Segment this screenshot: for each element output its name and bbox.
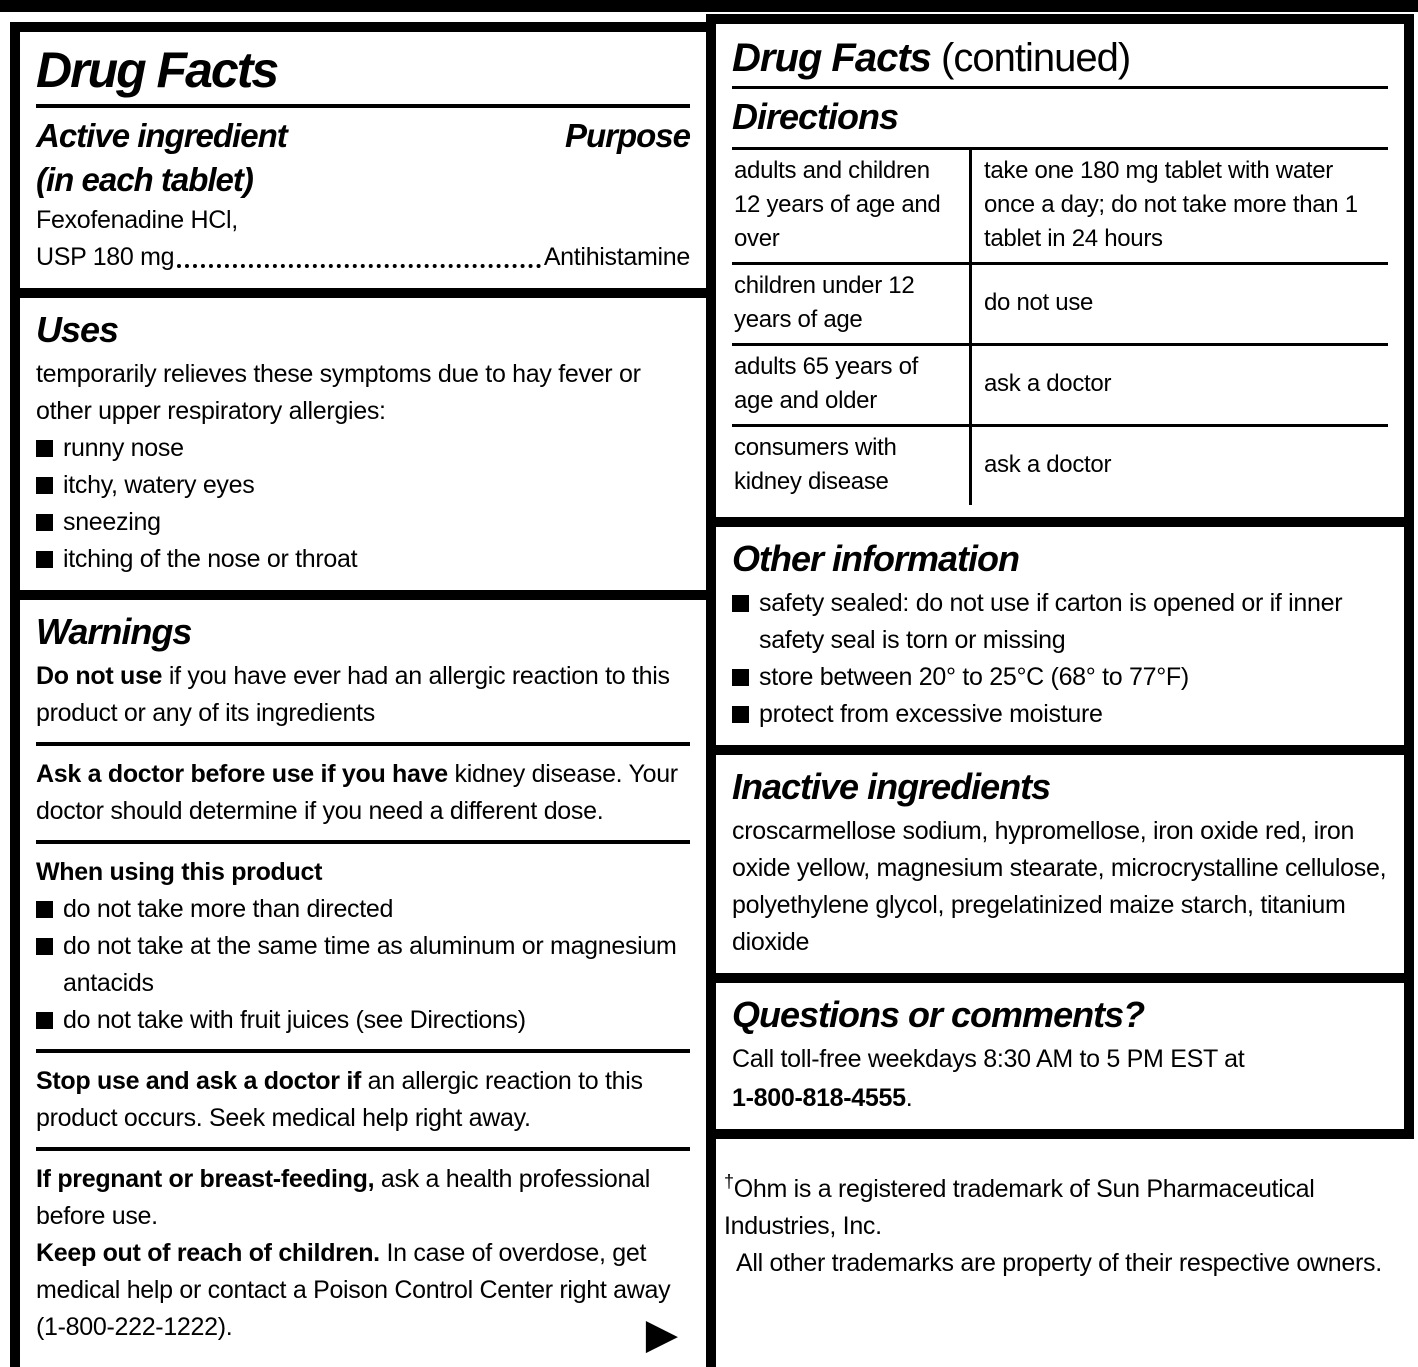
table-row — [732, 427, 1388, 505]
right-panel — [706, 14, 1414, 1282]
other-information-heading: Other information — [732, 538, 1019, 579]
drug-facts-continued-title-suffix: (continued) — [930, 36, 1131, 80]
square-bullet-icon — [36, 938, 53, 955]
when-using-bullet-list — [36, 891, 690, 1039]
ingredient-dose-row — [36, 239, 690, 276]
directions-table — [732, 147, 1388, 505]
square-bullet-icon — [36, 551, 53, 568]
square-bullet-icon — [732, 669, 749, 686]
other-information-bullet-list — [732, 585, 1388, 733]
uses-intro: temporarily relieves these symptoms due to hay fever or other upper respiratory allergies: — [36, 360, 641, 425]
warnings-divider — [36, 1147, 690, 1151]
questions-body: Call toll-free weekdays 8:30 AM to 5 PM EST at — [732, 1045, 1245, 1073]
bullet-item — [36, 891, 690, 928]
dagger-icon: † — [724, 1171, 734, 1192]
other-information-section — [706, 517, 1414, 755]
active-ingredient-heading-line2: (in each tablet) — [36, 161, 253, 198]
title-rule — [36, 104, 690, 108]
table-row — [732, 150, 1388, 265]
do-not-use-rest: if you have ever had an allergic reaction to this product or any of its ingredients — [36, 662, 670, 727]
cell-who: consumers with kidney disease — [732, 427, 972, 505]
ask-doctor-rest: kidney disease. Your doctor should determine if you need a different dose. — [36, 760, 678, 825]
ingredient-name: Fexofenadine HCl, — [36, 206, 238, 234]
cell-dose: take one 180 mg tablet with water once a day; do not take more than 1 tablet in 24 hours — [984, 157, 1358, 252]
square-bullet-icon — [36, 901, 53, 918]
bullet-item — [732, 659, 1388, 696]
inactive-ingredients-section — [706, 745, 1414, 983]
cell-dose: ask a doctor — [984, 370, 1112, 397]
continued-arrow-icon: ▶ — [645, 1310, 678, 1357]
questions-heading: Questions or comments? — [732, 994, 1145, 1035]
footnote-line2-text: All other trademarks are property of their respective owners. — [736, 1249, 1382, 1277]
label-columns — [0, 12, 1418, 1367]
warnings-divider — [36, 742, 690, 746]
square-bullet-icon — [732, 595, 749, 612]
stop-use-lead: Stop use and ask a doctor if — [36, 1067, 361, 1095]
pregnant-paragraph — [36, 1161, 690, 1235]
bullet-text: safety sealed: do not use if carton is opened or if inner safety seal is torn or missing — [759, 589, 1343, 654]
stop-use-rest: an allergic reaction to this product occurs. Seek medical help right away. — [36, 1067, 643, 1132]
directions-section — [706, 14, 1414, 527]
uses-bullet-list — [36, 430, 690, 578]
warnings-heading: Warnings — [36, 611, 192, 652]
when-using-heading: When using this product — [36, 858, 323, 886]
cell-dose: do not use — [984, 289, 1094, 316]
purpose-heading: Purpose — [564, 117, 690, 154]
bullet-item — [36, 541, 690, 578]
directions-heading: Directions — [732, 96, 899, 137]
uses-section — [10, 288, 716, 600]
inactive-ingredients-heading: Inactive ingredients — [732, 766, 1051, 807]
title-section — [10, 22, 716, 298]
square-bullet-icon — [36, 477, 53, 494]
footnote-line — [724, 1171, 1406, 1245]
warnings-divider — [36, 840, 690, 844]
cell-dose: ask a doctor — [984, 451, 1112, 478]
do-not-use-paragraph — [36, 658, 690, 732]
continued-title-rule — [732, 86, 1388, 89]
phone-number: 1-800-818-4555 — [732, 1084, 906, 1112]
drug-facts-continued-title-main: Drug Facts — [732, 36, 931, 80]
active-ingredient-heading: Active ingredient — [36, 117, 287, 154]
drug-facts-continued-title — [732, 32, 1388, 84]
do-not-use-lead: Do not use — [36, 662, 163, 690]
drug-facts-title: Drug Facts — [36, 42, 278, 98]
square-bullet-icon — [36, 514, 53, 531]
pregnant-rest: ask a health professional before use. — [36, 1165, 650, 1230]
cell-who: children under 12 years of age — [732, 265, 972, 343]
bullet-text: protect from excessive moisture — [759, 700, 1103, 728]
bullet-text: sneezing — [63, 508, 161, 536]
keep-out-paragraph — [36, 1235, 690, 1346]
left-panel — [10, 22, 716, 1367]
ask-doctor-lead: Ask a doctor before use if you have — [36, 760, 448, 788]
footnote — [706, 1171, 1414, 1282]
pregnant-lead: If pregnant or breast-feeding, — [36, 1165, 375, 1193]
bullet-text: itchy, watery eyes — [63, 471, 255, 499]
bullet-text: do not take more than directed — [63, 895, 394, 923]
table-row — [732, 346, 1388, 427]
dot-leader — [177, 264, 541, 268]
bullet-text: do not take at the same time as aluminum or magnesium antacids — [63, 932, 677, 997]
bullet-item — [36, 1002, 690, 1039]
bullet-item — [36, 430, 690, 467]
phone-suffix: . — [905, 1084, 913, 1112]
footnote-line — [724, 1245, 1406, 1282]
table-row — [732, 265, 1388, 346]
keep-out-lead: Keep out of reach of children. — [36, 1239, 380, 1267]
square-bullet-icon — [732, 706, 749, 723]
warnings-divider — [36, 1049, 690, 1053]
bullet-item — [36, 504, 690, 541]
questions-section — [706, 973, 1414, 1139]
ask-doctor-paragraph — [36, 756, 690, 830]
bullet-item — [36, 928, 690, 1002]
ingredient-dose: USP 180 mg — [36, 243, 175, 271]
bullet-item — [732, 696, 1388, 733]
cell-who: adults 65 years of age and older — [732, 346, 972, 424]
bullet-item — [36, 467, 690, 504]
footnote-line1-text: Ohm is a registered trademark of Sun Pharmaceutical Industries, Inc. — [724, 1175, 1315, 1240]
bullet-text: itching of the nose or throat — [63, 545, 358, 573]
bullet-item — [732, 585, 1388, 659]
purpose-value: Antihistamine — [543, 243, 690, 271]
square-bullet-icon — [36, 440, 53, 457]
bullet-text: do not take with fruit juices (see Directions) — [63, 1006, 526, 1034]
warnings-section — [10, 590, 716, 1367]
questions-phone-line — [732, 1080, 1388, 1117]
stop-use-paragraph — [36, 1063, 690, 1137]
top-edge-strip — [0, 0, 1418, 12]
bullet-text: store between 20° to 25°C (68° to 77°F) — [759, 663, 1189, 691]
cell-who: adults and children 12 years of age and over — [732, 150, 972, 262]
uses-heading: Uses — [36, 309, 119, 350]
keep-out-rest: In case of overdose, get medical help or contact a Poison Control Center right away (1-800-222-1222). — [36, 1239, 671, 1341]
bullet-text: runny nose — [63, 434, 184, 462]
active-ingredient-heading-row — [36, 114, 690, 158]
inactive-ingredients-body: croscarmellose sodium, hypromellose, iron oxide red, iron oxide yellow, magnesium stearate, microcrystalline cellulose, polyethylene glycol, pregelatinized maize starch, titanium dioxide — [732, 817, 1387, 956]
square-bullet-icon — [36, 1012, 53, 1029]
